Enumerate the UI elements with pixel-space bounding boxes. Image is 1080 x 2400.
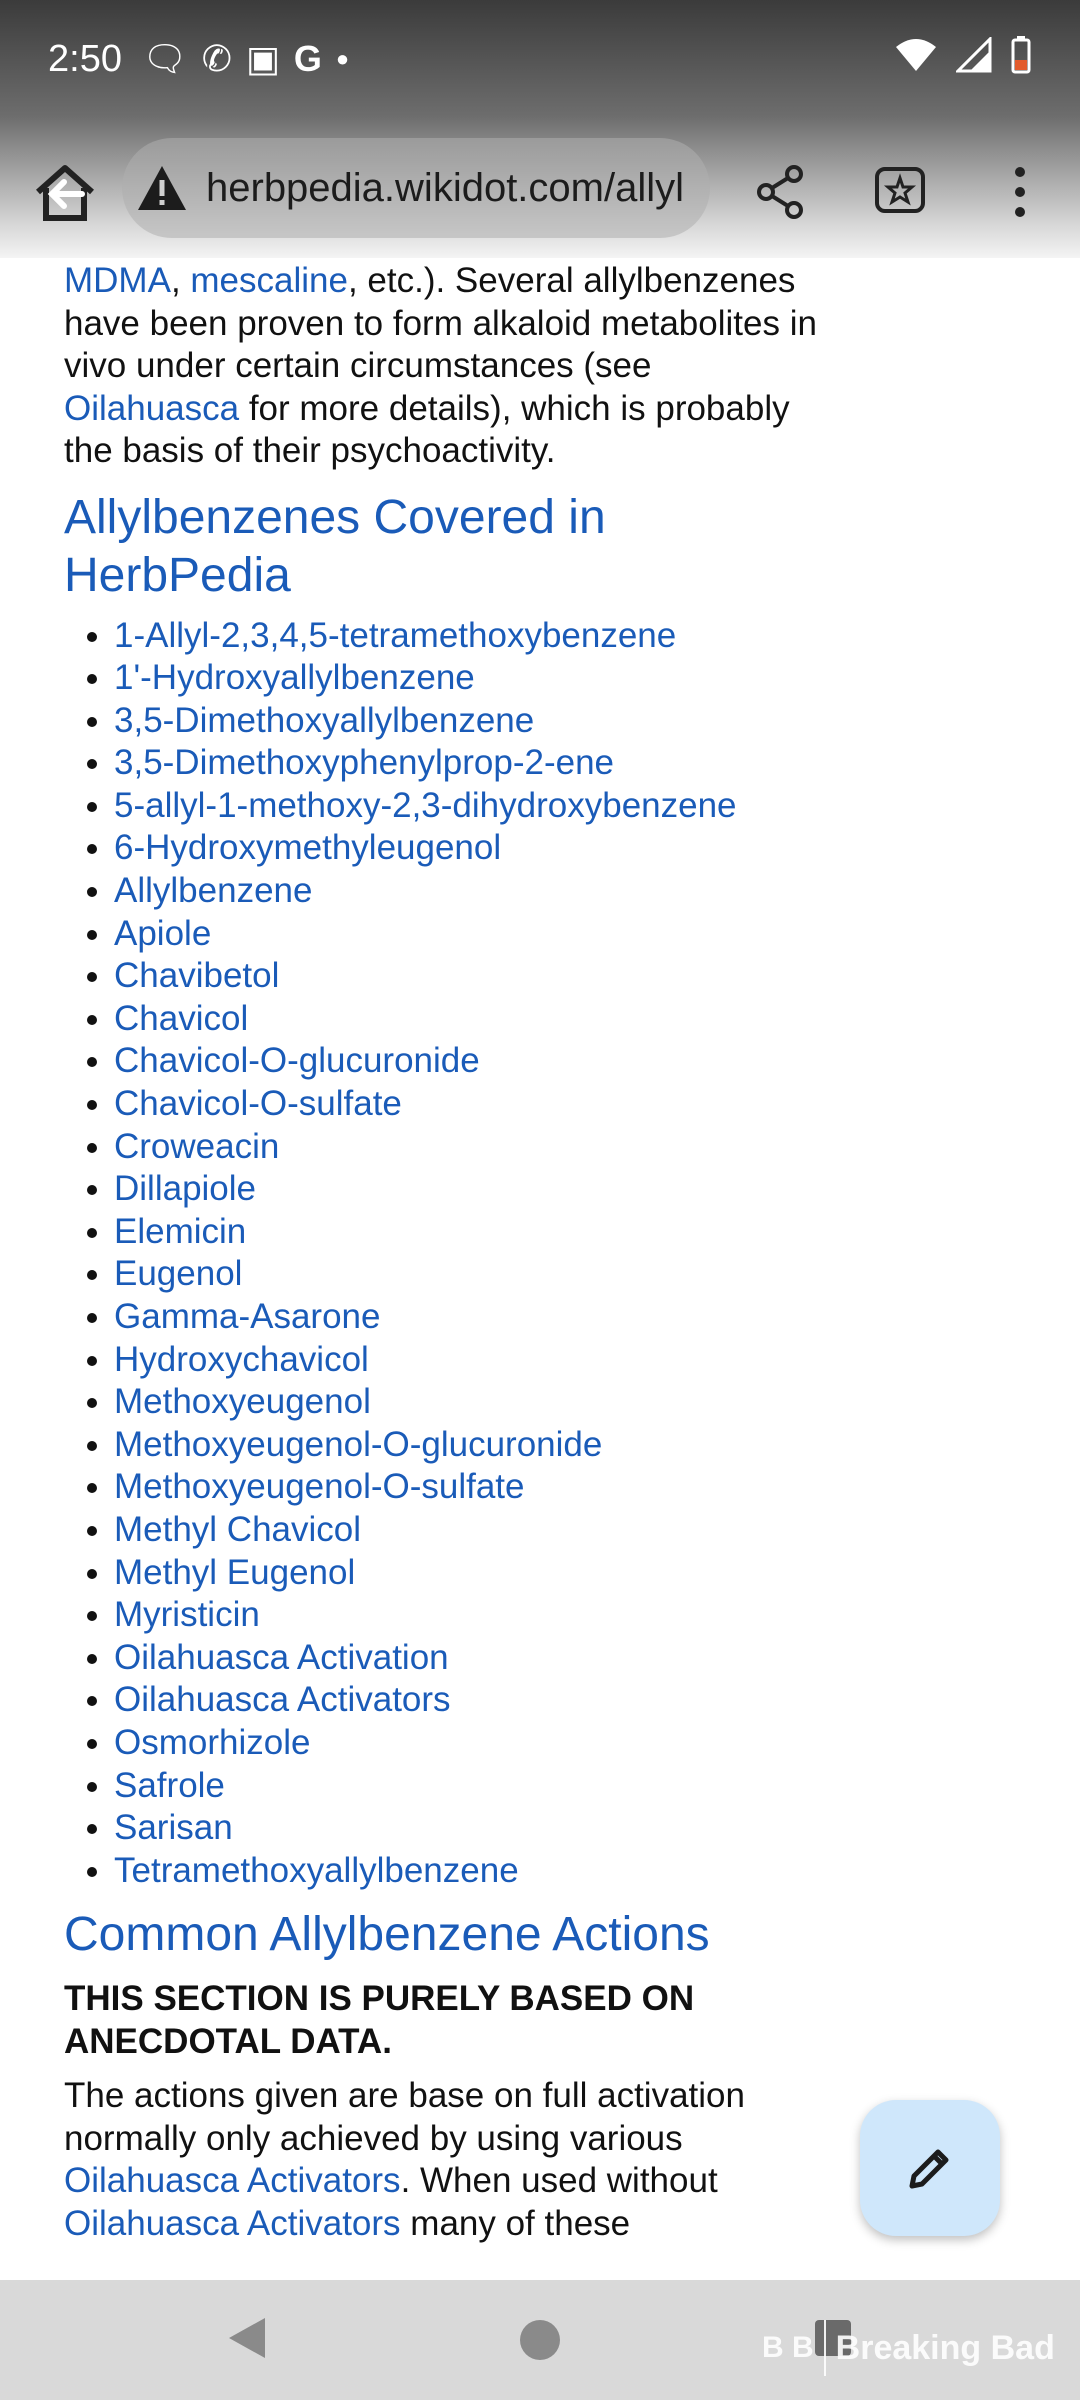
herb-link[interactable]: Osmorhizole — [114, 1722, 311, 1762]
herb-link[interactable]: Elemicin — [114, 1211, 247, 1251]
herb-link[interactable]: Dillapiole — [114, 1169, 257, 1209]
herb-list-item — [114, 657, 824, 700]
whatsapp-icon: ✆ — [201, 38, 232, 79]
herb-link[interactable]: Sarisan — [114, 1808, 233, 1848]
actions-text-3: many of these — [400, 2203, 631, 2243]
bookmark-star-icon — [872, 164, 928, 220]
top-bar — [0, 0, 1080, 258]
herb-list-item — [114, 785, 824, 828]
herb-list-item — [114, 1552, 824, 1595]
herb-list-item — [114, 1168, 824, 1211]
nav-home-icon[interactable] — [520, 2320, 560, 2360]
pencil-icon — [904, 2142, 956, 2194]
herb-list-item — [114, 1509, 824, 1552]
herb-list-item — [114, 1083, 824, 1126]
herb-link[interactable]: 5-allyl-1-methoxy-2,3-dihydroxybenzene — [114, 785, 737, 825]
herb-list-item — [114, 700, 824, 743]
intro-sep: , — [170, 261, 191, 300]
herb-list-item — [114, 1126, 824, 1169]
battery-icon — [1010, 36, 1032, 74]
herb-list-item — [114, 1466, 824, 1509]
herb-link[interactable]: Safrole — [114, 1765, 225, 1805]
herb-list-item — [114, 1637, 824, 1680]
share-icon — [752, 164, 808, 220]
link-oilahuasca-activators-2[interactable]: Oilahuasca Activators — [64, 2203, 401, 2243]
system-icons — [894, 36, 1032, 74]
herb-link[interactable]: Methoxyeugenol — [114, 1382, 371, 1422]
herb-link[interactable]: Methoxyeugenol-O-sulfate — [114, 1467, 525, 1507]
herb-link[interactable]: Hydroxychavicol — [114, 1339, 369, 1379]
notification-icons — [142, 36, 349, 82]
watermark — [762, 2320, 1055, 2376]
herb-list — [64, 615, 824, 1893]
browser-toolbar — [0, 130, 1080, 248]
herb-list-item — [114, 870, 824, 913]
herb-list-item — [114, 1339, 824, 1382]
herb-link[interactable]: Methoxyeugenol-O-glucuronide — [114, 1424, 603, 1464]
url-text[interactable]: herbpedia.wikidot.com/allyl — [206, 165, 685, 210]
link-oilahuasca-activators-1[interactable]: Oilahuasca Activators — [64, 2161, 401, 2201]
herb-list-item — [114, 1765, 824, 1808]
heading-allylbenzenes-covered: Allylbenzenes Covered in HerbPedia — [64, 490, 606, 602]
herb-link[interactable]: Methyl Eugenol — [114, 1552, 356, 1592]
wifi-icon — [894, 37, 938, 73]
overflow-menu-button[interactable] — [990, 162, 1050, 222]
herb-list-item — [114, 1594, 824, 1637]
url-bar[interactable] — [122, 138, 710, 238]
herb-list-item — [114, 1679, 824, 1722]
herb-list-item — [114, 913, 824, 956]
herb-list-item — [114, 1253, 824, 1296]
herb-link[interactable]: Oilahuasca Activators — [114, 1680, 451, 1720]
herb-list-item — [114, 1211, 824, 1254]
herb-list-item — [114, 827, 824, 870]
herb-list-item — [114, 1424, 824, 1467]
intro-text-1: , etc.). Several allylbenzenes have been proven to form alkaloid metabolites in vivo under certain circumstances (see — [64, 261, 817, 385]
link-mescaline[interactable]: mescaline — [190, 261, 348, 300]
share-button[interactable] — [750, 162, 810, 222]
herb-link[interactable]: Apiole — [114, 913, 212, 953]
herb-link[interactable]: Croweacin — [114, 1126, 280, 1166]
herb-link[interactable]: 1'-Hydroxyallylbenzene — [114, 658, 475, 698]
herb-link[interactable]: Myristicin — [114, 1595, 260, 1635]
herb-link[interactable]: Chavicol-O-sulfate — [114, 1084, 402, 1124]
herb-link[interactable]: 3,5-Dimethoxyallylbenzene — [114, 700, 535, 740]
herb-list-item — [114, 955, 824, 998]
watermark-separator — [824, 2320, 826, 2376]
herb-link[interactable]: Tetramethoxyallylbenzene — [114, 1850, 519, 1890]
more-vert-icon — [1010, 164, 1030, 220]
status-time: 2:50 — [48, 38, 122, 80]
herb-list-item — [114, 1807, 824, 1850]
system-nav-bar — [0, 2280, 1080, 2400]
screen-record-icon: ▣ — [245, 38, 280, 79]
herb-link[interactable]: Methyl Chavicol — [114, 1509, 362, 1549]
warning-icon[interactable] — [134, 160, 190, 216]
watermark-text: Breaking Bad — [835, 2328, 1055, 2367]
herb-link[interactable]: Eugenol — [114, 1254, 243, 1294]
herb-link[interactable]: Chavibetol — [114, 956, 280, 996]
home-icon — [30, 158, 100, 228]
home-button[interactable] — [30, 158, 100, 228]
chat-icon: 🗨 — [142, 38, 188, 79]
google-icon: G — [293, 38, 322, 79]
status-bar — [0, 0, 1080, 124]
herb-link[interactable]: 3,5-Dimethoxyphenylprop-2-ene — [114, 743, 614, 783]
page-content — [64, 258, 824, 2245]
heading-common-actions: Common Allylbenzene Actions — [64, 1908, 710, 1962]
link-oilahuasca[interactable]: Oilahuasca — [64, 388, 240, 428]
herb-link[interactable]: Oilahuasca Activation — [114, 1637, 449, 1677]
actions-text-2: . When used without — [400, 2161, 718, 2201]
dot-icon: ● — [335, 46, 350, 71]
signal-icon — [956, 37, 992, 73]
nav-back-icon[interactable] — [225, 2314, 269, 2362]
herb-list-item — [114, 1722, 824, 1765]
herb-link[interactable]: Allylbenzene — [114, 871, 313, 911]
herb-list-item — [114, 998, 824, 1041]
actions-paragraph — [64, 2075, 784, 2245]
herb-link[interactable]: Gamma-Asarone — [114, 1297, 381, 1336]
link-mdma[interactable]: MDMA — [64, 261, 171, 300]
herb-link[interactable]: Chavicol — [114, 998, 249, 1038]
herb-link[interactable]: 1-Allyl-2,3,4,5-tetramethoxybenzene — [114, 615, 677, 655]
herb-list-item — [114, 1296, 824, 1339]
herb-list-item — [114, 615, 824, 658]
herb-link[interactable]: 6-Hydroxymethyleugenol — [114, 828, 502, 868]
herb-list-item — [114, 742, 824, 785]
herb-list-item — [114, 1040, 824, 1083]
bookmark-button[interactable] — [870, 162, 930, 222]
intro-text-2: for more details), which is probably the basis of their psychoactivity. — [64, 388, 790, 470]
intro-paragraph — [64, 260, 824, 473]
edit-fab-button[interactable] — [860, 2100, 1000, 2236]
watermark-logo: B B — [762, 2331, 814, 2364]
herb-list-item — [114, 1850, 824, 1893]
herb-link[interactable]: Chavicol-O-glucuronide — [114, 1041, 480, 1081]
anecdotal-note: THIS SECTION IS PURELY BASED ON ANECDOTAL DATA. — [64, 1979, 695, 2061]
actions-text-1: The actions given are base on full activation normally only achieved by using various — [64, 2076, 745, 2158]
herb-list-item — [114, 1381, 824, 1424]
